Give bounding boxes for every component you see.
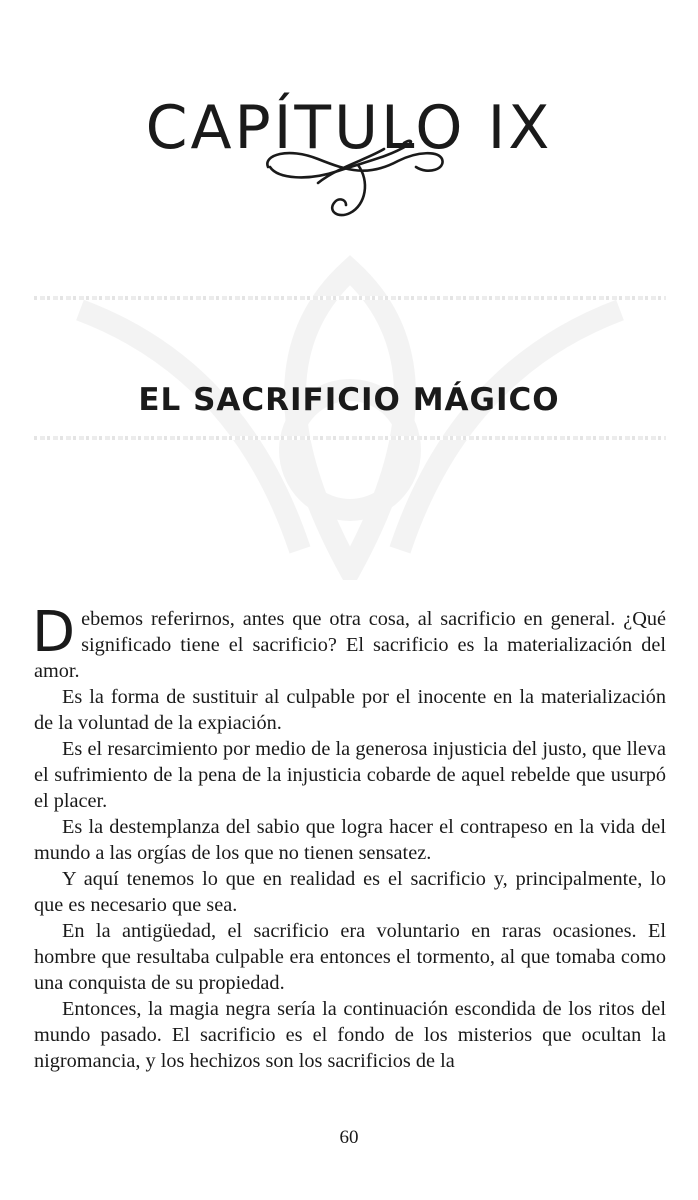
paragraph-6: En la antigüedad, el sacrificio era voluntario en raras ocasiones. El hombre que resultaba culpable era entonces el tormento, al que tomaba como una conquista de su propiedad. [34, 920, 666, 994]
chapter-subtitle: EL SACRIFICIO MÁGICO [138, 381, 560, 418]
faint-divider-top [34, 296, 666, 300]
chapter-title: CAPÍTULO IX [145, 93, 553, 164]
paragraph-text: ebemos referirnos, antes que otra cosa, al sacrificio en general. ¿Qué significado tiene el sacrificio? El sacrificio es la materialización del amor. [34, 608, 666, 682]
flourish-ornament-icon [258, 137, 448, 222]
paragraph-4: Es la destemplanza del sabio que logra hacer el contrapeso en la vida del mundo a las orgías de los que no tienen sensatez. [34, 816, 666, 864]
paragraph-1 [32, 600, 666, 684]
paragraph-7: Entonces, la magia negra sería la continuación escondida de los ritos del mundo pasado. El sacrificio es el fondo de los misterios que ocultan la nigromancia, y los hechizos son los sacrificios de la [34, 998, 666, 1072]
faint-divider-bottom [34, 436, 666, 440]
body-text [32, 600, 666, 1074]
drop-cap: D [32, 600, 76, 665]
page-number: 60 [339, 1127, 359, 1148]
paragraph-2: Es la forma de sustituir al culpable por el inocente en la materialización de la voluntad de la expiación. [34, 686, 666, 734]
paragraph-5: Y aquí tenemos lo que en realidad es el sacrificio y, principalmente, lo que es necesario que sea. [34, 868, 666, 916]
paragraph-3: Es el resarcimiento por medio de la generosa injusticia del justo, que lleva el sufrimiento de la pena de la injusticia cobarde de aquel rebelde que usurpó el placer. [34, 738, 666, 812]
